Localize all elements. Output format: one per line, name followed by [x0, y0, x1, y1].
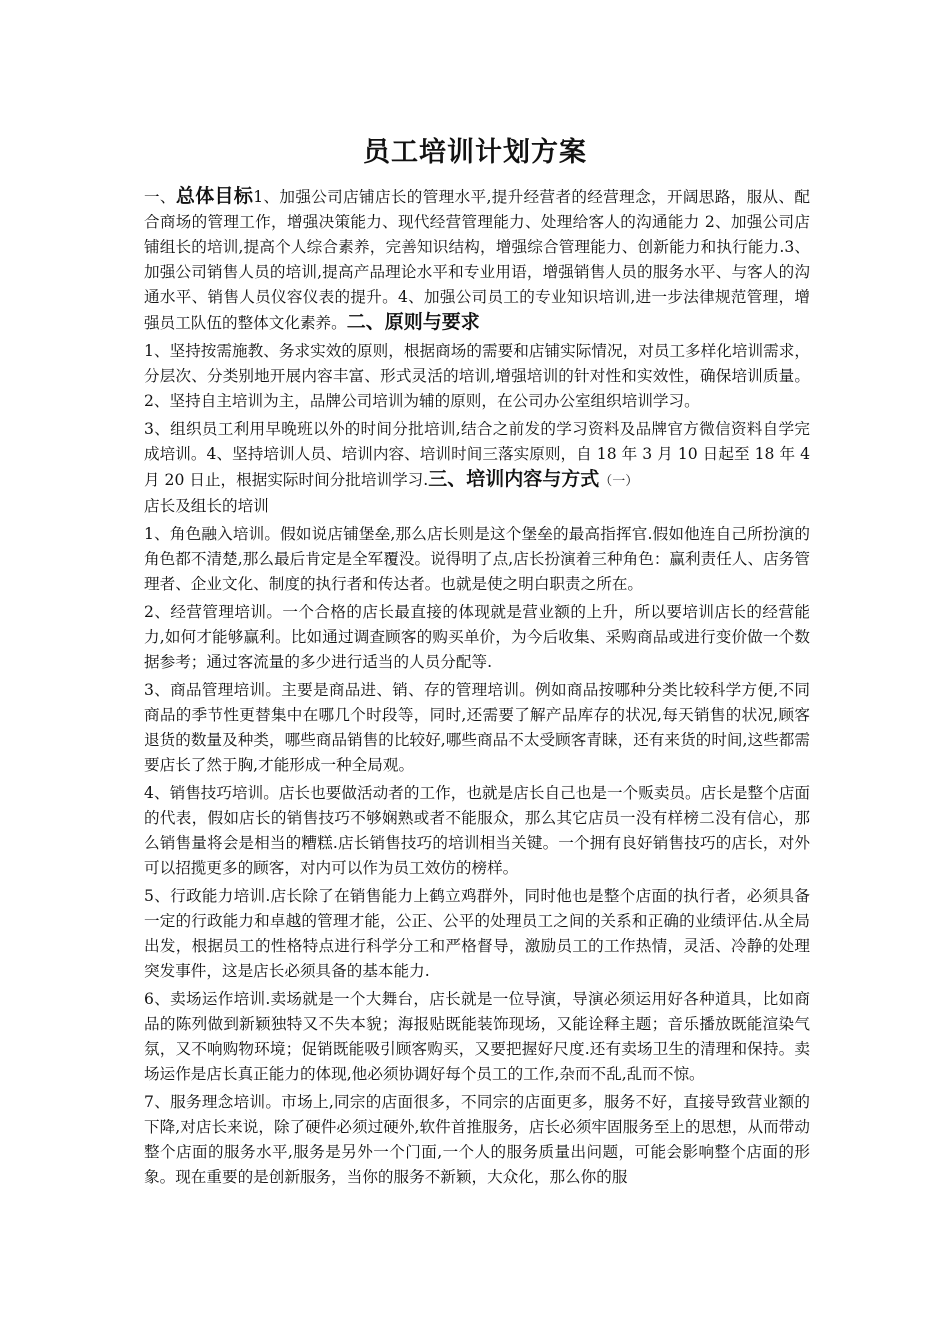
item-paragraph: 1、角色融入培训。假如说店铺堡垒,那么店长则是这个堡垒的最高指挥官.假如他连自己所扮演的角色都不清楚,那么最后肯定是全军覆没。说得明了点,店长扮演着三种角色：赢利责任人、店务管理者、企业文化、制度的执行者和传达者。也就是使之明白职责之所在。 — [144, 525, 810, 593]
section-1-heading: 总体目标 — [175, 185, 254, 207]
document-body — [144, 184, 810, 1193]
document-title: 员工培训计划方案 — [363, 137, 587, 168]
section-1-paragraph — [144, 184, 810, 336]
section-3-heading: 三、培训内容与方式 — [428, 468, 600, 490]
section-3-sub-text: 店长及组长的培训 — [144, 497, 269, 515]
item-paragraph: 6、卖场运作培训.卖场就是一个大舞台，店长就是一位导演，导演必须运用好各种道具，比如商品的陈列做到新颖独特又不失本貌；海报贴既能装饰现场，又能诠释主题；音乐播放既能渲染气氛，又不响购物环境；促销既能吸引顾客购买，又要把握好尺度.还有卖场卫生的清理和保持。卖场运作是店长真正能力的体现,他必须协调好每个员工的工作,杂而不乱,乱而不惊。 — [144, 990, 810, 1083]
section-2-heading: 二、原则与要求 — [346, 311, 480, 333]
item-paragraph: 7、服务理念培训。市场上,同宗的店面很多，不同宗的店面更多，服务不好，直接导致营业额的下降,对店长来说，除了硬件必须过硬外,软件首推服务，店长必须牢固服务至上的思想，从而带动整个店面的服务水平,服务是另外一个门面,一个人的服务质量出问题，可能会影响整个店面的形象。现在重要的是创新服务，当你的服务不新颖，大众化，那么你的服 — [144, 1093, 810, 1186]
item-paragraph: 5、行政能力培训.店长除了在销售能力上鹤立鸡群外，同时他也是整个店面的执行者，必须具备一定的行政能力和卓越的管理才能，公正、公平的处理员工之间的关系和正确的业绩评估.从全局出发，根据员工的性格特点进行科学分工和严格督导，激励员工的工作热情，灵活、冷静的处理突发事件，这是店长必须具备的基本能力. — [144, 887, 810, 980]
item-paragraph: 3、商品管理培训。主要是商品进、销、存的管理培训。例如商品按哪种分类比较科学方便,不同商品的季节性更替集中在哪几个时段等，同时,还需要了解产品库存的状况,每天销售的状况,顾客退货的数量及种类，哪些商品销售的比较好,哪些商品不太受顾客青睐，还有来货的时间,这些都需要店长了然于胸,才能形成一种全局观。 — [144, 681, 810, 774]
section-2-paragraph-2 — [144, 417, 810, 519]
section-1-prefix: 一、 — [144, 188, 176, 206]
item-paragraph: 4、销售技巧培训。店长也要做活动者的工作，也就是店长自己也是一个贩卖员。店长是整个店面的代表，假如店长的销售技巧不够娴熟或者不能服众，那么其它店员一没有样榜二没有信心，那么销售量将会是相当的糟糕.店长销售技巧的培训相当关键。一个拥有良好销售技巧的店长，对外可以招揽更多的顾客，对内可以作为员工效仿的榜样。 — [144, 784, 810, 877]
section-2-paragraph-2-text: 3、组织员工利用早晚班以外的时间分批培训,结合之前发的学习资料及品牌官方微信资料自学完成培训。4、坚持培训人员、培训内容、培训时间三落实原则，自 18 年 3 月 10 日起至 18 年 4 月 20 日止，根据实际时间分批培训学习. — [144, 420, 810, 489]
section-2-paragraph-1: 1、坚持按需施教、务求实效的原则，根据商场的需要和店铺实际情况，对员工多样化培训需求，分层次、分类别地开展内容丰富、形式灵活的培训,增强培训的针对性和实效性，确保培训质量。2、坚持自主培训为主，品牌公司培训为辅的原则，在公司办公室组织培训学习。 — [144, 342, 810, 410]
section-1-text: 1、加强公司店铺店长的管理水平,提升经营者的经营理念，开阔思路，服从、配合商场的管理工作，增强决策能力、现代经营管理能力、处理给客人的沟通能力 2、加强公司店铺组长的培训,提高个人综合素养，完善知识结构，增强综合管理能力、创新能力和执行能力.3、加强公司销售人员的培训,提高产品理论水平和专业用语，增强销售人员的服务水平、与客人的沟通水平、销售人员仪容仪表的提升。4、加强公司员工的专业知识培训,进一步法律规范管理，增强员工队伍的整体文化素养。 — [144, 188, 810, 332]
item-paragraph: 2、经营管理培训。一个合格的店长最直接的体现就是营业额的上升，所以要培训店长的经营能力,如何才能够赢利。比如通过调查顾客的购买单价，为今后收集、采购商品或进行变价做一个数据参考；通过客流量的多少进行适当的人员分配等. — [144, 603, 810, 671]
section-3-sub-prefix: （一） — [599, 474, 639, 489]
